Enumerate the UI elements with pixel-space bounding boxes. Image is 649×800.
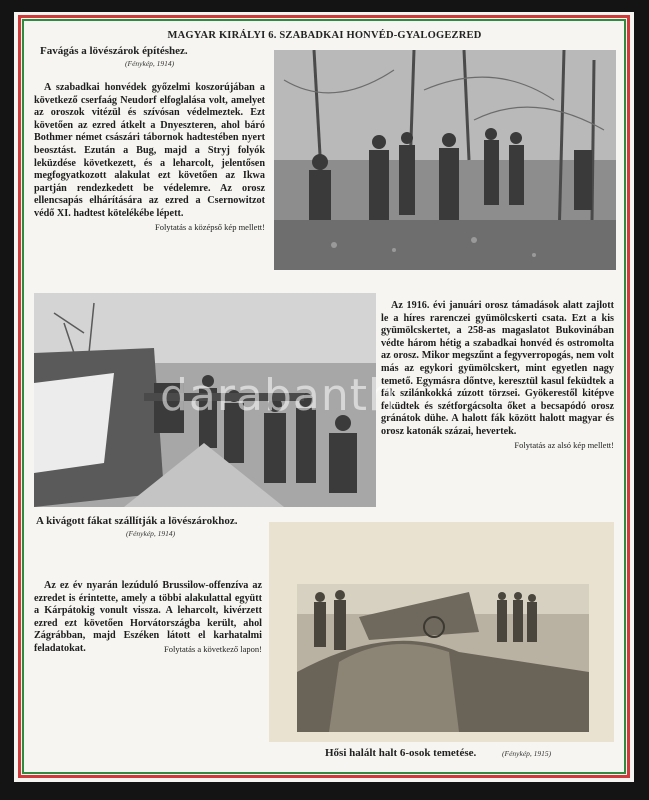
photo-tree-felling: [274, 50, 616, 270]
paragraph-2: [381, 300, 614, 451]
caption-3: Hősi halált halt 6-osok temetése.: [325, 747, 477, 759]
caption-2: A kivágott fákat szállítják a lövészárokhoz.: [36, 515, 238, 527]
photo-transporting-timber: [34, 293, 376, 507]
paragraph-3: [34, 580, 262, 656]
photo-funeral: [269, 522, 614, 742]
caption-1: Favágás a lövészárok építéshez.: [40, 45, 188, 57]
paragraph-2-text: Az 1916. évi januári orosz támadások alatt zajlott le a híres rarenczei gyümölcskerti csata. Ezt a kis gyümölcskertet, a 258-as magaslatot Bukovinában védte három hétig a szabadkai honvéd és ostromolta az orosz. Mikor megszűnt a fegyverropogás, nem volt más az egykori gyümölcskert, mint egyetlen nagy temető. Egymásra dőntve, keresztül kasul feküdtek a fák szilánkokká zúzott törzsei. Gyökerestől kitépve feküdtek és szétforgácsolta őket a becsapódó orosz gránátok dühe. A halott fák között halott magyar és orosz katonák százai, hevertek.: [381, 300, 614, 437]
paragraph-1: [34, 82, 265, 233]
paragraph-1-text: A szabadkai honvédek győzelmi koszorújában a következő cserfaág Neudorf elfoglalása volt, amelyet az oroszok vitézül és szívósan védelmeztek. Ezt követően az ezred átkelt a Dnyeszteren, ahol báró Bothmer német császári tábornok hadtestében nyert beosztást. Ezután a Bug, majd a Stryj folyók leküzdése következett, és a leharcolt, jelentősen megfogyatkozott alakulat ezt követően az Ikwa partján rendezkedett be védelemre. Az orosz ellencsapás elhárítására az ezred a Csernowitzot védő XI. hadtest kötelékébe lépett.: [34, 82, 265, 219]
credit-2: (Fénykép, 1914): [126, 529, 176, 538]
credit-3: (Fénykép, 1915): [502, 749, 552, 758]
content-area: [20, 18, 629, 775]
page-title: MAGYAR KIRÁLYI 6. SZABADKAI HONVÉD-GYALOGEZRED: [167, 30, 482, 41]
continue-note-2: Folytatás az alsó kép mellett!: [514, 439, 614, 450]
watermark: darabanth: [160, 370, 397, 421]
credit-1: (Fénykép, 1914): [125, 59, 175, 68]
continue-note-3: Folytatás a következő lapon!: [164, 643, 262, 654]
paragraph-3-text: Az ez év nyarán lezúduló Brussilow-offenzíva az ezredet is érintette, amely a többi alakulattal együtt a Kárpátokig vonult vissza. A leharcolt, kivérzett ezred ezt követően Horvátországba került, ahol Zágrábban, majd Eszéken látott el karhatalmi feladatokat.: [34, 580, 262, 654]
continue-note-1: Folytatás a középső kép mellett!: [155, 221, 265, 232]
